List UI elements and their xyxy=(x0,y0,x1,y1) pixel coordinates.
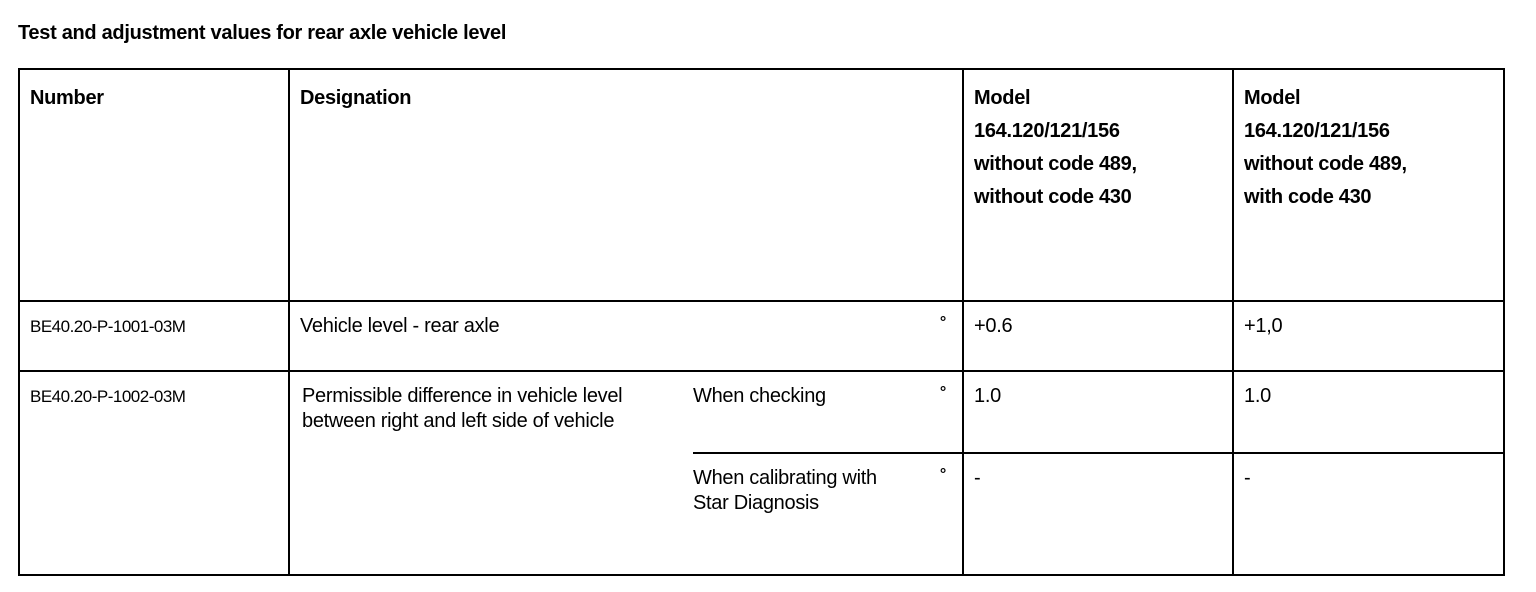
table-row xyxy=(19,301,1504,371)
header-number: Number xyxy=(19,69,289,301)
value-text: 1.0 xyxy=(974,385,1001,407)
row-designation xyxy=(289,371,963,575)
condition-label: When checking xyxy=(693,385,826,407)
value-subcell xyxy=(1234,454,1503,574)
table-row xyxy=(19,371,1504,575)
designation-conditions xyxy=(693,372,962,574)
row-number: BE40.20-P-1001-03M xyxy=(19,301,289,371)
value-subcell xyxy=(1234,372,1503,454)
document-title: Test and adjustment values for rear axle vehicle level xyxy=(18,22,507,44)
value-subcell xyxy=(964,372,1232,454)
row-number: BE40.20-P-1002-03M xyxy=(19,371,289,575)
header-model-2 xyxy=(1233,69,1504,301)
designation-text: Permissible difference in vehicle level between right and left side of vehicle xyxy=(302,385,623,432)
designation-text: Vehicle level - rear axle xyxy=(300,315,500,337)
header-model-2-line: Model xyxy=(1244,87,1301,109)
row-value-model-1 xyxy=(963,371,1233,575)
header-model-2-line: without code 489, xyxy=(1244,153,1407,175)
condition-label: When calibrating with Star Diagnosis xyxy=(693,467,877,514)
condition-row xyxy=(693,372,962,454)
row-value-model-1: +0.6 xyxy=(963,301,1233,371)
header-model-1-line: Model xyxy=(974,87,1031,109)
value-text: - xyxy=(974,467,981,489)
unit-degree: ° xyxy=(939,466,946,483)
header-row xyxy=(19,69,1504,301)
adjustment-values-table xyxy=(18,68,1505,576)
row-value-model-2: +1,0 xyxy=(1233,301,1504,371)
header-model-2-line: 164.120/121/156 xyxy=(1244,120,1390,142)
row-designation xyxy=(289,301,963,371)
unit-degree: ° xyxy=(939,314,946,331)
value-text: 1.0 xyxy=(1244,385,1271,407)
header-model-1-line: without code 430 xyxy=(974,186,1132,208)
value-subcell xyxy=(964,454,1232,574)
condition-row xyxy=(693,454,962,574)
header-model-1 xyxy=(963,69,1233,301)
row-value-model-2 xyxy=(1233,371,1504,575)
unit-degree: ° xyxy=(939,384,946,401)
value-text: - xyxy=(1244,467,1251,489)
header-designation: Designation xyxy=(289,69,963,301)
header-model-1-line: without code 489, xyxy=(974,153,1137,175)
header-model-1-line: 164.120/121/156 xyxy=(974,120,1120,142)
header-model-2-line: with code 430 xyxy=(1244,186,1372,208)
